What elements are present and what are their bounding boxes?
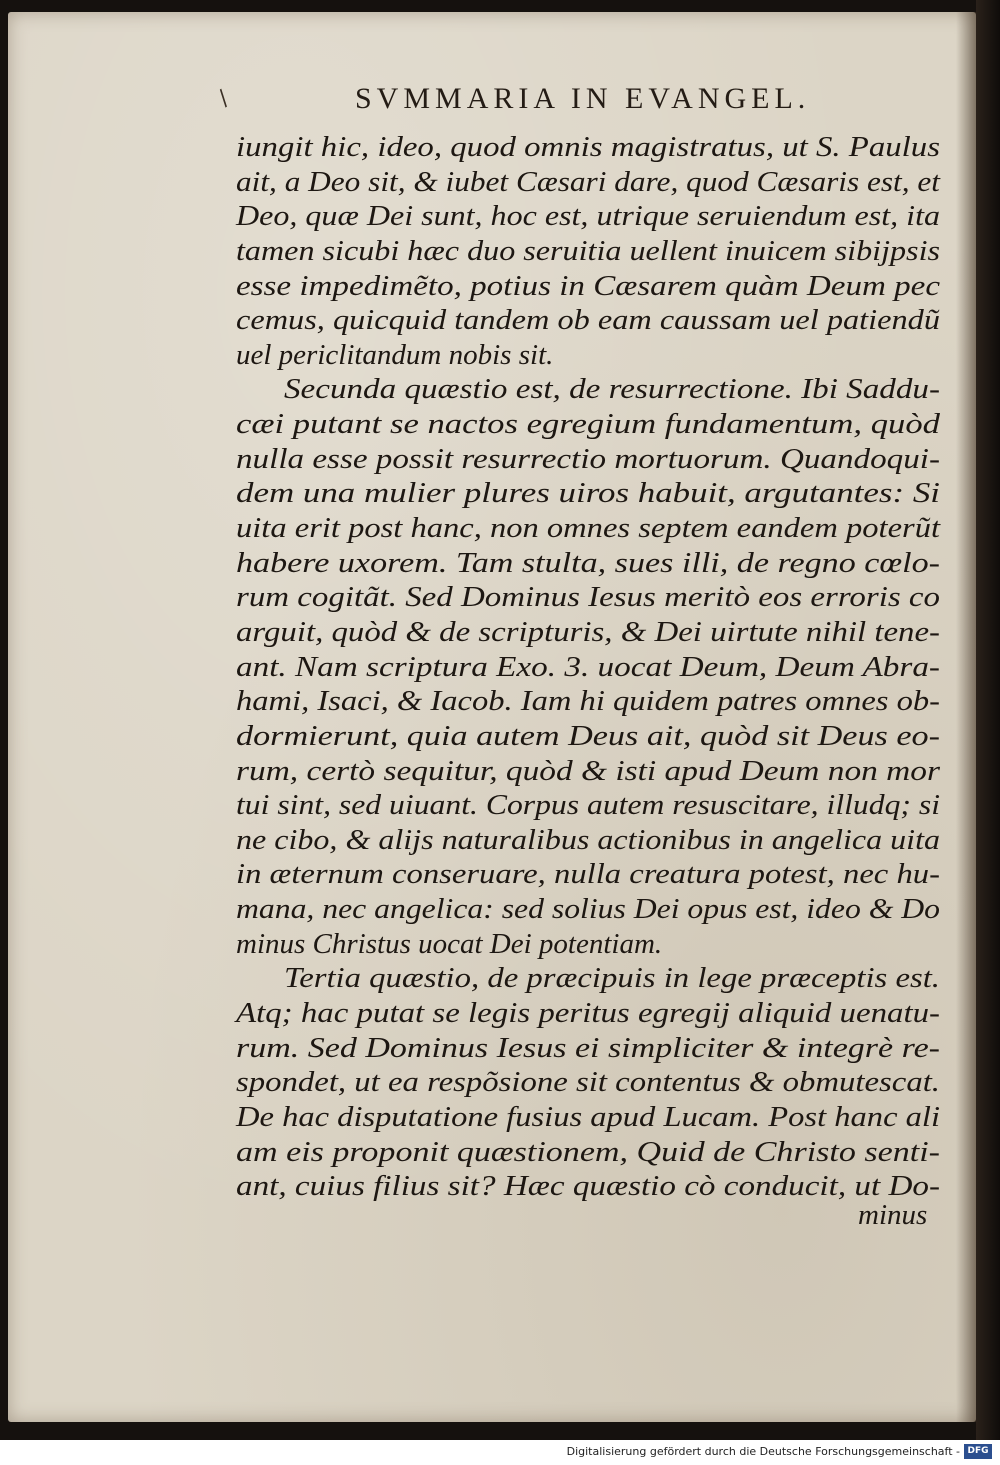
- text-line: habere uxorem. Tam stulta, sues illi, de regno cœlo-: [236, 546, 940, 579]
- margin-mark: /: [213, 86, 234, 111]
- text-line: ant. Nam scriptura Exo. 3. uocat Deum, Deum Abra-: [236, 650, 940, 683]
- text-line: arguit, quòd & de scripturis, & Dei uirtute nihil tene-: [236, 615, 940, 648]
- text-line: hami, Isaci, & Iacob. Iam hi quidem patres omnes ob-: [236, 685, 940, 718]
- text-line: cæi putant se nactos egregium fundamentum, quòd: [236, 408, 940, 441]
- text-line: ant, cuius filius sit? Hæc quæstio cò conducit, ut Do-: [236, 1170, 940, 1203]
- running-head: SVMMARIA IN EVANGEL.: [355, 82, 811, 115]
- text-line: Deo, quæ Dei sunt, hoc est, utrique seruiendum est, ita: [236, 200, 940, 233]
- page-edge-shadow: [956, 12, 976, 1422]
- funding-credit: Digitalisierung gefördert durch die Deutsche Forschungsgemeinschaft -: [566, 1445, 960, 1458]
- text-line: rum. Sed Dominus Iesus ei simpliciter & integrè re-: [236, 1031, 940, 1064]
- text-line: mana, nec angelica: sed solius Dei opus est, ideo & Do: [236, 893, 940, 926]
- text-line: in æternum conseruare, nulla creatura potest, nec hu-: [236, 858, 940, 891]
- body-text: [236, 130, 940, 1204]
- text-line: ait, a Deo sit, & iubet Cæsari dare, quod Cæsaris est, et: [236, 165, 941, 198]
- text-line: am eis proponit quæstionem, Quid de Christo senti-: [236, 1135, 940, 1168]
- text-line: Tertia quæstio, de præcipuis in lege præceptis est.: [284, 962, 940, 995]
- text-line: cemus, quicquid tandem ob eam caussam uel patiendũ: [236, 304, 940, 337]
- text-line: Secunda quæstio est, de resurrectione. Ibi Saddu-: [284, 373, 940, 406]
- text-line: De hac disputatione fusius apud Lucam. Post hanc ali: [236, 1100, 940, 1133]
- text-line: tamen sicubi hæc duo seruitia uellent inuicem sibijpsis: [236, 234, 940, 267]
- text-line: ne cibo, & alijs naturalibus actionibus in angelica uita: [236, 823, 940, 856]
- text-line: iungit hic, ideo, quod omnis magistratus, ut S. Paulus: [236, 131, 940, 163]
- text-line: spondet, ut ea respõsione sit contentus & obmutescat.: [236, 1066, 940, 1099]
- text-line: dem una mulier plures uiros habuit, argutantes: Si: [236, 477, 940, 510]
- book-binding-edge: [976, 0, 1000, 1440]
- dfg-logo: DFG: [964, 1444, 992, 1459]
- text-line: tui sint, sed uiuant. Corpus autem resuscitare, illudq; si: [236, 789, 940, 822]
- text-line: esse impedimẽto, potius in Cæsarem quàm Deum pec: [236, 269, 940, 302]
- catchword: minus: [858, 1199, 928, 1231]
- text-line: Atq; hac putat se legis peritus egregij aliquid uenatu-: [236, 997, 940, 1030]
- text-line: uel periclitandum nobis sit.: [236, 338, 554, 371]
- footer-bar: [0, 1440, 1000, 1465]
- text-line: uita erit post hanc, non omnes septem eandem poterũt: [236, 512, 940, 545]
- text-line: minus Christus uocat Dei potentiam.: [236, 927, 663, 960]
- text-line: rum, certò sequitur, quòd & isti apud Deum non mor: [236, 754, 940, 787]
- text-line: dormierunt, quia autem Deus ait, quòd sit Deus eo-: [236, 719, 940, 752]
- text-line: rum cogitãt. Sed Dominus Iesus meritò eos erroris co: [236, 581, 940, 614]
- text-line: nulla esse possit resurrectio mortuorum. Quandoqui-: [236, 442, 940, 475]
